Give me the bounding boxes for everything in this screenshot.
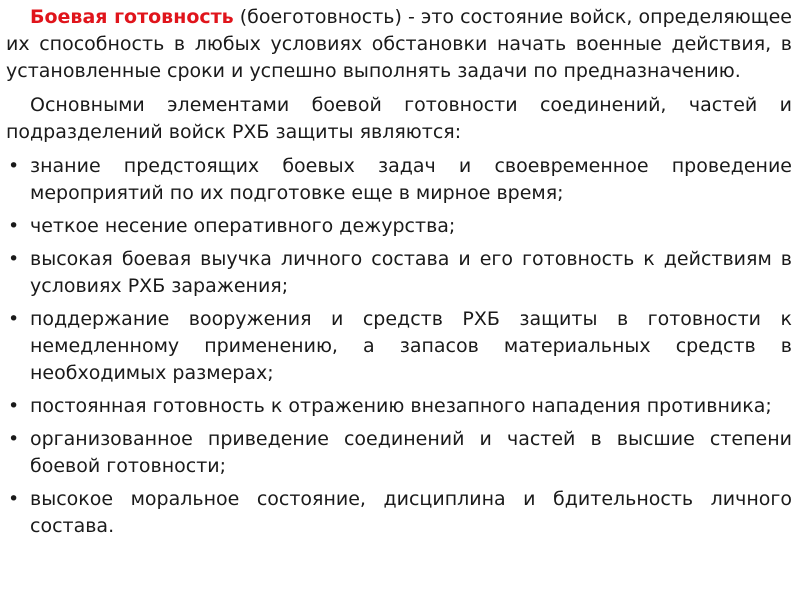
- list-item: [6, 153, 792, 207]
- slide-content: [6, 4, 792, 546]
- intro-paragraph: Основными элементами боевой готовности соединений, частей и подразделений войск РХБ защиты являются:: [6, 94, 792, 143]
- list-item-text: поддержание вооружения и средств РХБ защиты в готовности к немедленному применению, а запасов материальных средств в необходимых размерах;: [30, 308, 792, 384]
- bullet-icon: •: [8, 395, 20, 417]
- list-item-text: знание предстоящих боевых задач и своевременное проведение мероприятий по их подготовке еще в мирное время;: [30, 155, 792, 204]
- list-item: [6, 213, 792, 240]
- list-item-text: высокая боевая выучка личного состава и его готовность к действиям в условиях РХБ заражения;: [30, 248, 792, 297]
- list-item-text: постоянная готовность к отражению внезапного нападения противника;: [30, 395, 772, 417]
- list-item: [6, 486, 792, 540]
- bullet-icon: •: [8, 248, 20, 270]
- definition-term: Боевая готовность: [30, 6, 234, 28]
- definition-paragraph: [6, 4, 792, 85]
- list-item-text: высокое моральное состояние, дисциплина и бдительность личного состава.: [30, 488, 792, 537]
- bullet-icon: •: [8, 155, 20, 177]
- list-item-text: четкое несение оперативного дежурства;: [30, 215, 456, 237]
- bullet-icon: •: [8, 308, 20, 330]
- readiness-elements-list: [6, 153, 792, 540]
- bullet-icon: •: [8, 215, 20, 237]
- list-item: [6, 246, 792, 300]
- bullet-icon: •: [8, 488, 20, 510]
- list-item: [6, 393, 792, 420]
- list-item: [6, 306, 792, 387]
- definition-text: (боеготовность) - это состояние войск, определяющее их способность в любых условиях обстановки начать военные действия, в установленные сроки и успешно выполнять задачи по предназначению.: [6, 6, 792, 82]
- list-item-text: организованное приведение соединений и частей в высшие степени боевой готовности;: [30, 428, 792, 477]
- list-item: [6, 426, 792, 480]
- bullet-icon: •: [8, 428, 20, 450]
